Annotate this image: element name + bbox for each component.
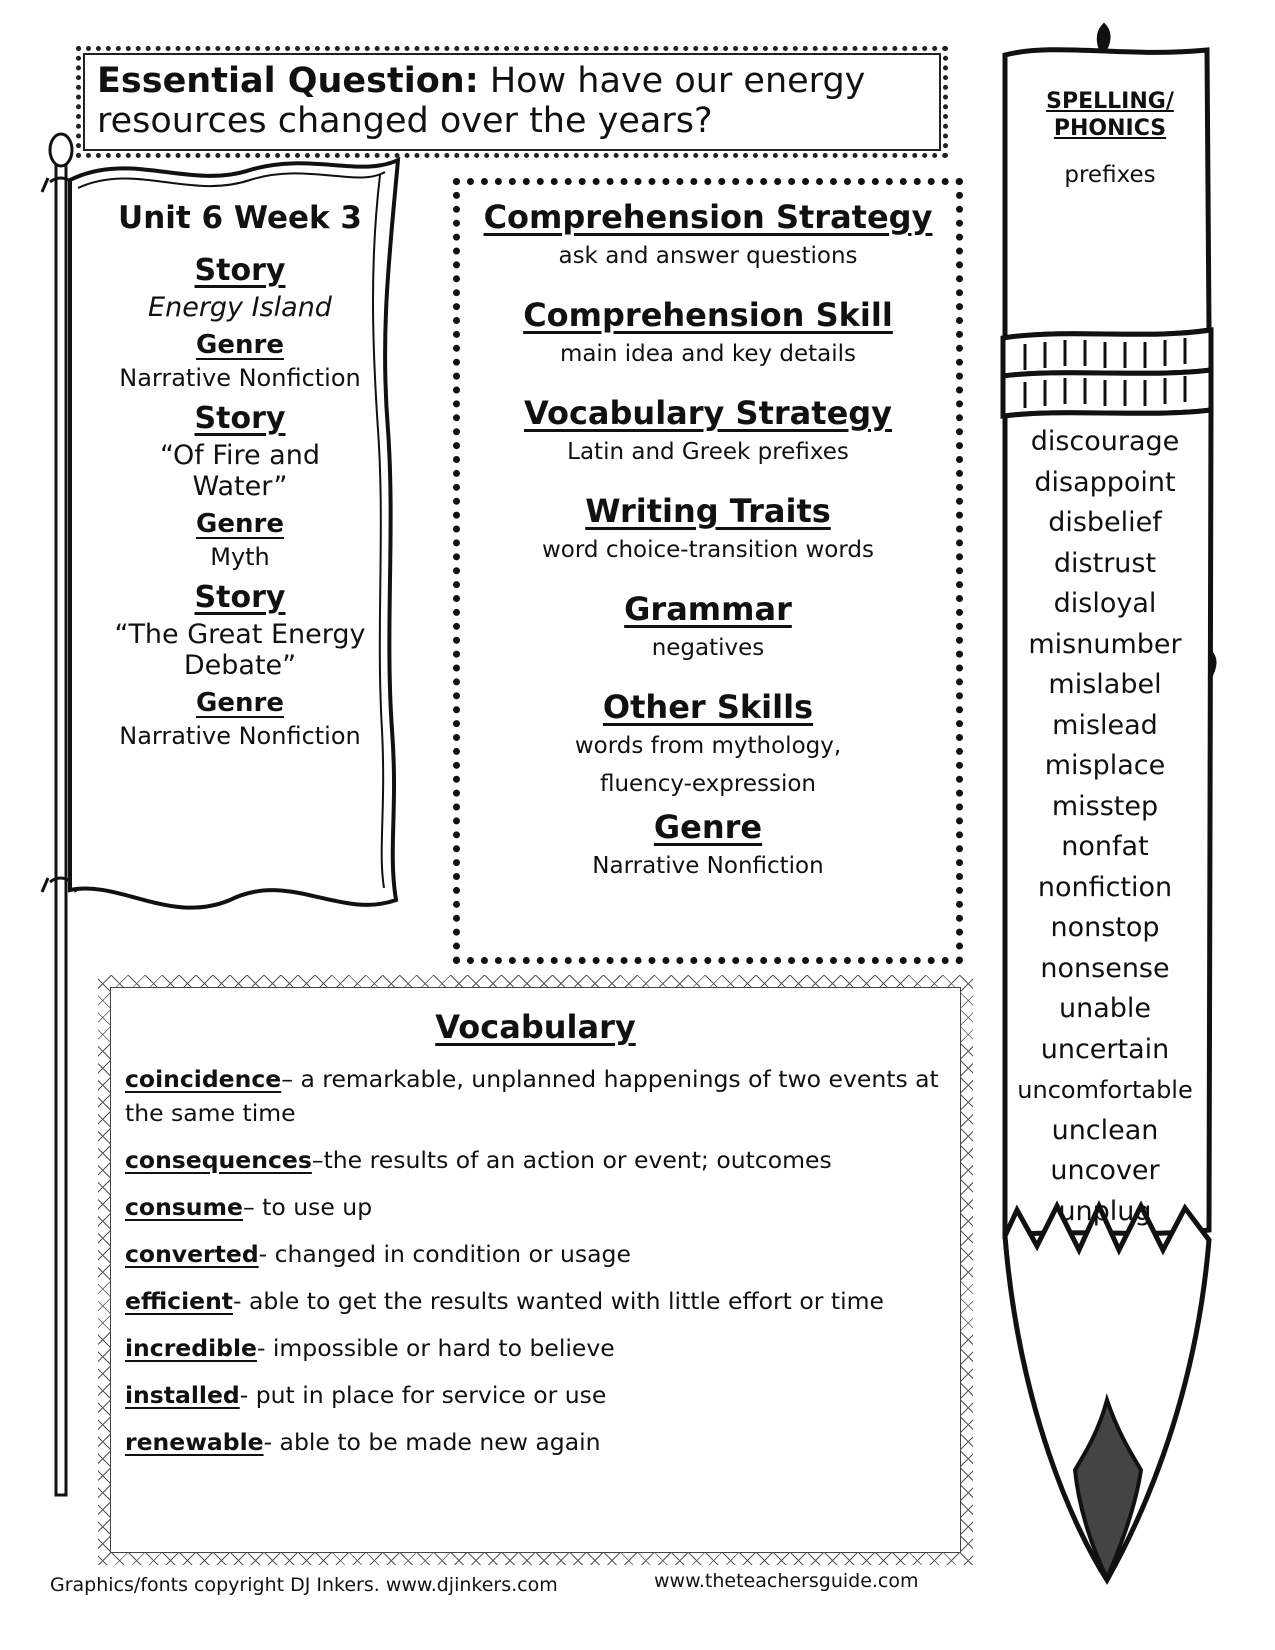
- vocabulary-item: [125, 1062, 946, 1130]
- story-label: Story: [194, 580, 286, 615]
- essential-question-text: How have our energy resources changed over the years?: [97, 61, 866, 141]
- vocabulary-term: efficient: [125, 1287, 234, 1315]
- vocabulary-item: [125, 1143, 946, 1177]
- vocabulary-item: [125, 1190, 946, 1224]
- vocabulary-definition: - put in place for service or use: [239, 1381, 607, 1409]
- vocabulary-item: [125, 1425, 946, 1459]
- spelling-word-list: [1005, 422, 1205, 1232]
- skills-box: [453, 178, 963, 964]
- genre-value: Narrative Nonfiction: [119, 364, 361, 392]
- spelling-word: disbelief: [1048, 507, 1162, 538]
- vocabulary-definition: - able to be made new again: [263, 1428, 601, 1456]
- spelling-heading-line2: PHONICS: [1053, 116, 1167, 141]
- genre-value: Narrative Nonfiction: [119, 722, 361, 750]
- skill-value: words from mythology,: [574, 733, 842, 759]
- vocabulary-term: consequences: [125, 1146, 312, 1174]
- vocabulary-title: Vocabulary: [435, 1008, 636, 1046]
- genre-label: Genre: [196, 688, 284, 718]
- unit-week-title: Unit 6 Week 3: [118, 200, 362, 236]
- spelling-word: uncomfortable: [1017, 1076, 1193, 1104]
- skill-value: word choice-transition words: [541, 537, 875, 563]
- skill-heading: Other Skills: [602, 688, 814, 726]
- spelling-word: misplace: [1044, 750, 1166, 781]
- spelling-word: unclean: [1051, 1114, 1159, 1146]
- skill-value: ask and answer questions: [558, 243, 858, 269]
- skill-value: main idea and key details: [559, 341, 857, 367]
- spelling-word: disloyal: [1053, 588, 1157, 619]
- vocabulary-item: [125, 1378, 946, 1412]
- spelling-word: unable: [1058, 993, 1152, 1024]
- spelling-word: mislabel: [1048, 669, 1162, 700]
- story-title: “The Great Energy Debate”: [114, 619, 366, 681]
- spelling-word: uncertain: [1040, 1033, 1170, 1065]
- vocabulary-definition: – to use up: [242, 1193, 373, 1221]
- footer-copyright: Graphics/fonts copyright DJ Inkers. www.djinkers.com: [50, 1574, 558, 1596]
- genre-label: Genre: [196, 330, 284, 360]
- spelling-focus: prefixes: [1064, 162, 1156, 188]
- skill-value: Narrative Nonfiction: [592, 853, 824, 879]
- vocabulary-definition: - impossible or hard to believe: [256, 1334, 615, 1362]
- vocabulary-item: [125, 1237, 946, 1271]
- genre-label: Genre: [196, 509, 284, 539]
- vocabulary-definition: - able to get the results wanted with little effort or time: [233, 1287, 884, 1315]
- spelling-heading-line1: SPELLING/: [1046, 89, 1174, 114]
- essential-question: [97, 61, 927, 141]
- vocabulary-term: coincidence: [125, 1065, 282, 1093]
- vocabulary-term: converted: [125, 1240, 259, 1268]
- genre-value: Myth: [210, 543, 270, 571]
- spelling-word: nonfiction: [1037, 871, 1173, 903]
- vocabulary-panel: [110, 987, 961, 1553]
- skill-value: Latin and Greek prefixes: [567, 439, 849, 465]
- story-title: Energy Island: [148, 292, 332, 323]
- story-label: Story: [194, 401, 286, 436]
- spelling-word: distrust: [1053, 547, 1157, 579]
- spelling-word: unplug: [1058, 1195, 1152, 1227]
- skill-heading: Vocabulary Strategy: [523, 394, 893, 432]
- spelling-word: nonfat: [1061, 831, 1149, 862]
- story-title: “Of Fire and Water”: [160, 440, 320, 502]
- flag-panel: [90, 200, 390, 756]
- vocabulary-term: renewable: [125, 1428, 264, 1456]
- skill-heading: Writing Traits: [585, 492, 831, 530]
- spelling-word: discourage: [1030, 426, 1180, 457]
- skill-heading: Grammar: [624, 590, 792, 628]
- vocabulary-box: [98, 975, 973, 1565]
- spelling-heading: [1020, 88, 1200, 142]
- vocabulary-item: [125, 1284, 946, 1318]
- vocabulary-term: consume: [125, 1193, 243, 1221]
- vocabulary-definition: – a remarkable, unplanned happenings of two events at the same time: [125, 1065, 939, 1127]
- skill-heading: Genre: [653, 808, 763, 846]
- spelling-word: uncover: [1050, 1155, 1160, 1186]
- spelling-word: nonstop: [1050, 912, 1160, 943]
- spelling-word: mislead: [1052, 709, 1158, 741]
- skill-heading: Comprehension Skill: [523, 296, 893, 334]
- skill-heading: Comprehension Strategy: [483, 198, 933, 236]
- spelling-word: disappoint: [1034, 466, 1176, 498]
- vocabulary-definition: - changed in condition or usage: [258, 1240, 631, 1268]
- essential-question-label: Essential Question:: [97, 61, 479, 101]
- skill-value: fluency-expression: [599, 771, 816, 797]
- skill-value: negatives: [651, 635, 765, 661]
- vocabulary-term: incredible: [125, 1334, 257, 1362]
- spelling-word: misnumber: [1028, 628, 1182, 660]
- spelling-word: nonsense: [1040, 952, 1170, 984]
- vocabulary-definition: –the results of an action or event; outcomes: [311, 1146, 832, 1174]
- vocabulary-item: [125, 1331, 946, 1365]
- vocabulary-term: installed: [125, 1381, 240, 1409]
- footer-website: www.theteachersguide.com: [654, 1570, 919, 1592]
- spelling-word: misstep: [1051, 790, 1159, 822]
- story-label: Story: [194, 253, 286, 288]
